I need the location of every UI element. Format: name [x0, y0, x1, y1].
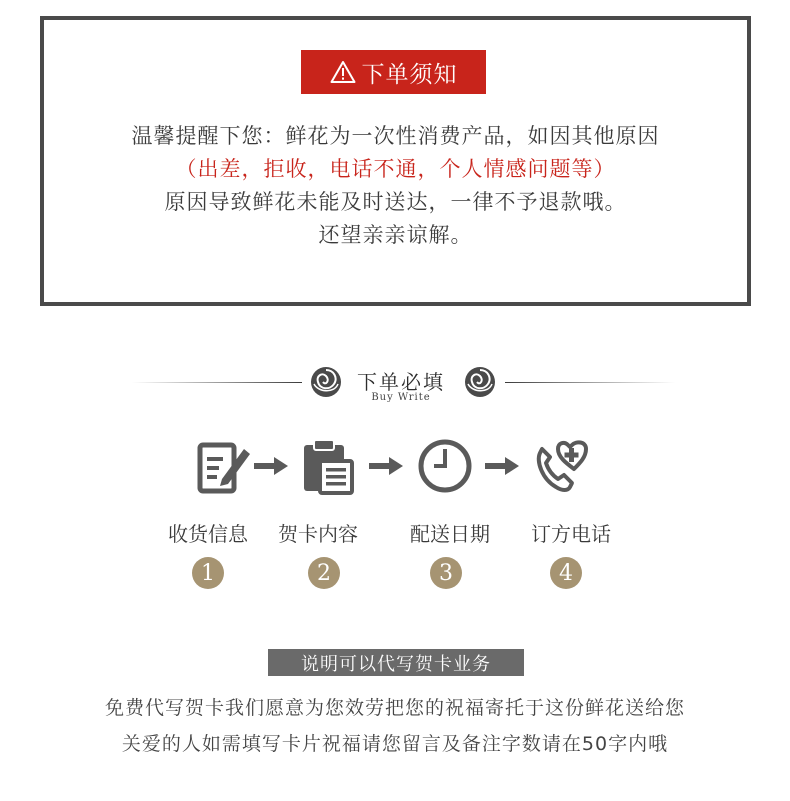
notice-line-3: 原因导致鲜花未能及时送达，一律不予退款哦。 — [164, 190, 627, 214]
section-subtitle: Buy Write — [371, 392, 431, 403]
steps-row — [0, 435, 790, 497]
step-label: 收货信息 — [168, 522, 248, 546]
section-heading — [0, 360, 790, 420]
warning-icon — [330, 60, 356, 84]
clock-icon — [414, 435, 476, 497]
section-title: 下单必填 — [357, 370, 445, 394]
edit-document-icon — [192, 435, 254, 497]
notice-title-badge — [301, 50, 486, 94]
card-service-line-1: 免费代写贺卡我们愿意为您效劳把您的祝福寄托于这份鲜花送给您 — [104, 697, 685, 719]
step-number-badge: 2 — [308, 557, 340, 589]
card-service-line-2: 关爱的人如需填写卡片祝福请您留言及备注字数请在50字内哦 — [121, 733, 669, 755]
card-service-banner: 说明可以代写贺卡业务 — [268, 649, 524, 676]
notice-text — [44, 120, 747, 252]
phone-heart-icon — [530, 435, 592, 497]
notice-title: 下单须知 — [361, 61, 458, 88]
divider-left — [132, 382, 302, 383]
notice-line-1: 温馨提醒下您：鲜花为一次性消费产品，如因其他原因 — [131, 124, 660, 148]
divider-right — [505, 382, 675, 383]
card-service-text — [0, 690, 790, 762]
arrow-right-icon — [369, 457, 403, 475]
arrow-right-icon — [485, 457, 519, 475]
step-number-badge: 3 — [430, 557, 462, 589]
notice-line-2: （出差，拒收，电话不通，个人情感问题等） — [175, 157, 616, 181]
arrow-right-icon — [254, 457, 288, 475]
notice-box — [40, 16, 751, 306]
step-label: 贺卡内容 — [278, 522, 358, 546]
step-number-badge: 1 — [192, 557, 224, 589]
step-number-badge: 4 — [550, 557, 582, 589]
rose-icon — [462, 364, 498, 400]
notice-line-4: 还望亲亲谅解。 — [318, 223, 473, 247]
rose-icon — [308, 364, 344, 400]
step-label: 订方电话 — [531, 522, 611, 546]
clipboard-icon — [296, 435, 358, 497]
step-label: 配送日期 — [410, 522, 490, 546]
